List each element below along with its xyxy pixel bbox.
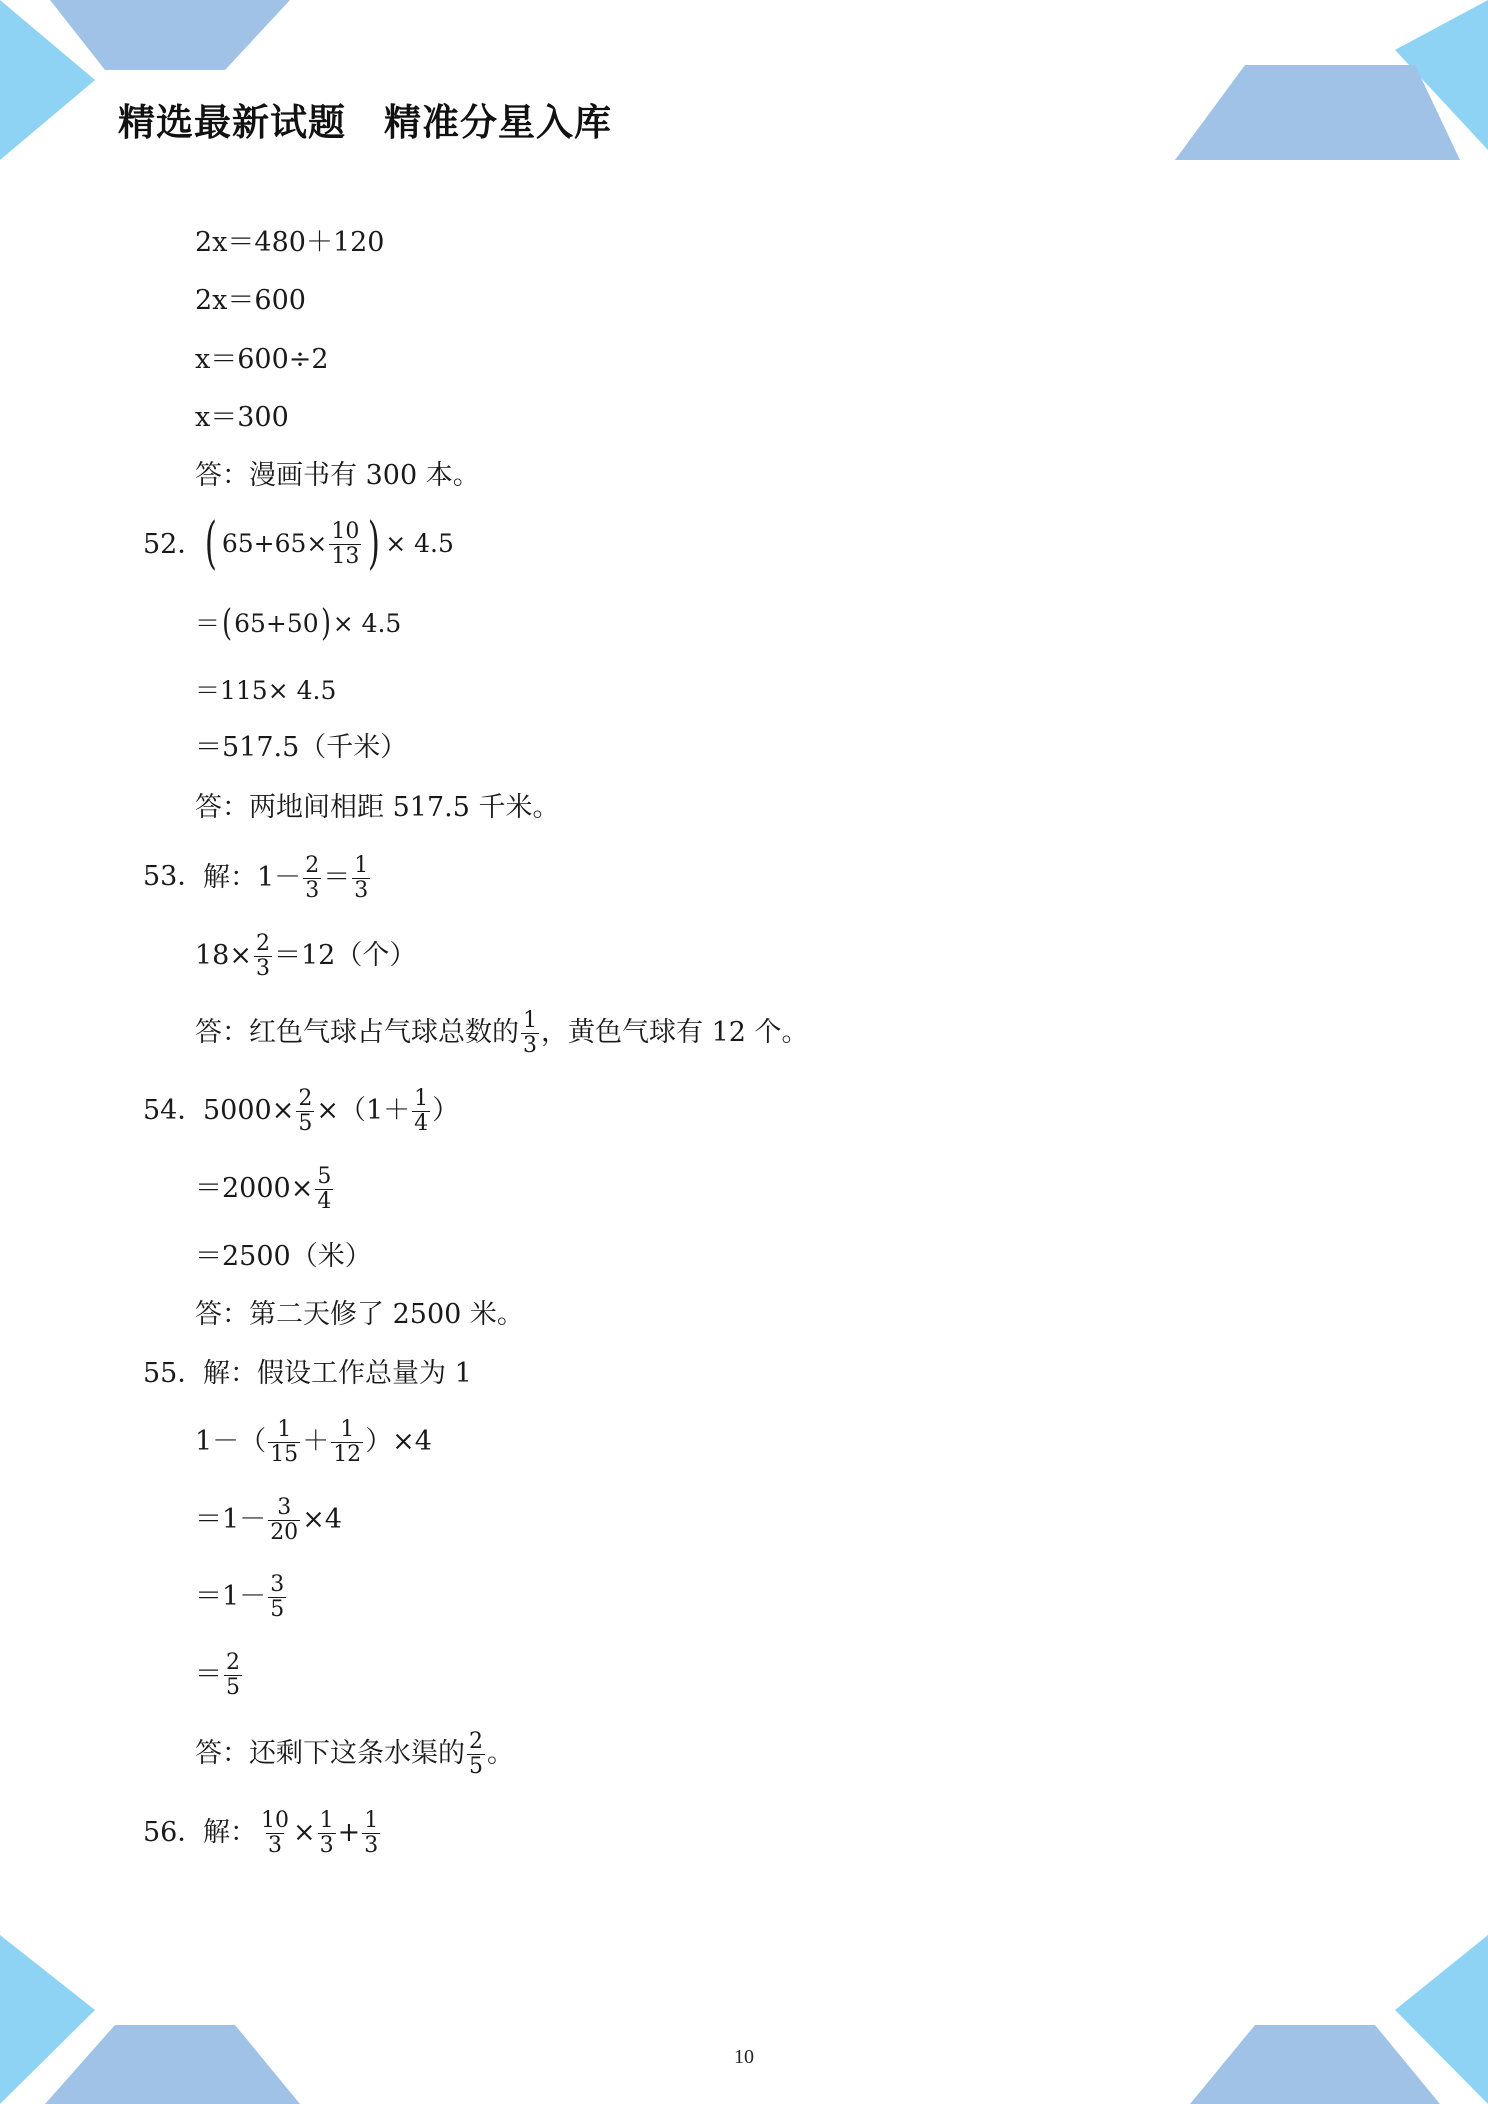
p55-answer: [195, 1724, 514, 1784]
p55-number: 55．: [143, 1358, 205, 1389]
frac-numerator: 1: [414, 1085, 429, 1111]
p54-line1: [203, 1081, 459, 1141]
p56-l1-c: +: [337, 1817, 361, 1848]
p54-number: 54．: [143, 1095, 205, 1126]
frac-numerator: 10: [261, 1807, 289, 1833]
p54-answer: 答：第二天修了 2500 米。: [195, 1299, 524, 1330]
fraction: [224, 1651, 242, 1700]
p53-l1-b: ＝: [323, 862, 351, 893]
fraction: [303, 854, 321, 903]
p51-line2: 2x＝600: [195, 285, 306, 316]
frac-numerator: 2: [305, 852, 320, 878]
frac-numerator: 2: [469, 1728, 483, 1754]
frac-denominator: 12: [333, 1441, 362, 1467]
p52-line2: [195, 603, 402, 644]
p53-l2-b: ＝12（个）: [273, 940, 417, 971]
p55-l2-b: ＋: [302, 1426, 330, 1457]
fraction: [254, 932, 272, 981]
p56-number: 56．: [143, 1817, 205, 1848]
p53-l2-a: 18×: [195, 940, 252, 971]
fraction: [268, 1573, 286, 1622]
fraction: [521, 1009, 539, 1058]
p51-line1: 2x＝480＋120: [195, 227, 385, 258]
p55-l4-a: ＝1－: [195, 1581, 267, 1612]
frac-denominator: 3: [319, 1832, 334, 1858]
p55-line1: 解：假设工作总量为 1: [203, 1358, 472, 1389]
left-paren: (: [204, 511, 217, 576]
top-left-trapezoid: [50, 0, 290, 70]
p51-answer: 答：漫画书有 300 本。: [195, 460, 480, 491]
frac-denominator: 3: [364, 1832, 379, 1858]
p52-expr-part: 65+65×: [221, 529, 328, 558]
frac-numerator: 10: [331, 518, 360, 544]
p54-l1-a: 5000×: [203, 1095, 295, 1126]
frac-denominator: 5: [270, 1596, 285, 1622]
frac-numerator: 1: [319, 1807, 334, 1833]
p56-line1: [203, 1803, 382, 1863]
p51-line4: x＝300: [195, 402, 289, 433]
right-paren: ): [368, 511, 381, 576]
p52-fraction: [329, 520, 361, 569]
right-paren: ): [320, 603, 331, 644]
frac-denominator: 3: [354, 877, 369, 903]
frac-denominator: 15: [270, 1441, 299, 1467]
p55-l3-b: ×4: [302, 1504, 342, 1535]
p55-line2: [195, 1412, 432, 1472]
frac-denominator: 3: [305, 877, 320, 903]
frac-denominator: 5: [226, 1674, 240, 1700]
fraction: [318, 1809, 336, 1858]
header-title: 精选最新试题 精准分星入库: [118, 101, 612, 144]
p54-line3: ＝2500（米）: [195, 1241, 372, 1272]
frac-numerator: 1: [354, 852, 369, 878]
p55-line3: [195, 1490, 342, 1550]
p53-line2: [195, 926, 416, 986]
p55-answer-a: 答：还剩下这条水渠的: [195, 1738, 465, 1769]
p55-l2-c: ）×4: [365, 1426, 432, 1457]
fraction: [331, 1418, 363, 1467]
p53-answer: [195, 1003, 809, 1063]
frac-numerator: 1: [340, 1416, 355, 1442]
frac-denominator: 3: [255, 955, 270, 981]
frac-denominator: 4: [317, 1188, 332, 1214]
frac-numerator: 1: [523, 1007, 537, 1033]
frac-denominator: 5: [469, 1753, 483, 1779]
frac-numerator: 2: [255, 930, 270, 956]
p53-number: 53．: [143, 861, 205, 892]
frac-denominator: 3: [523, 1032, 537, 1058]
fraction: [268, 1418, 300, 1467]
p52-line3: ＝115× 4.5: [195, 676, 337, 705]
eq-sign: ＝: [195, 609, 221, 638]
frac-numerator: 2: [226, 1649, 240, 1675]
p55-answer-b: 。: [487, 1738, 514, 1769]
p51-line3: x＝600÷2: [195, 344, 329, 375]
p52-number: 52．: [143, 529, 205, 560]
frac-numerator: 2: [298, 1085, 313, 1111]
p54-line2: [195, 1159, 335, 1219]
frac-denominator: 13: [331, 543, 360, 569]
p52-expression: [200, 511, 454, 577]
p56-l1-a: 解：: [203, 1817, 257, 1848]
fraction: [467, 1730, 485, 1779]
fraction: [268, 1496, 300, 1545]
fraction: [315, 1165, 333, 1214]
top-right-trapezoid: [1175, 65, 1460, 160]
fraction: [296, 1087, 314, 1136]
fraction: [362, 1809, 380, 1858]
p53-answer-b: ，黄色气球有 12 个。: [541, 1017, 809, 1048]
p52-l2-tail: × 4.5: [332, 609, 402, 638]
p54-l1-b: ×（1＋: [316, 1095, 411, 1126]
p53-answer-a: 答：红色气球占气球总数的: [195, 1017, 519, 1048]
frac-numerator: 1: [364, 1807, 379, 1833]
p52-line4: ＝517.5（千米）: [195, 732, 408, 763]
p55-l3-a: ＝1－: [195, 1504, 267, 1535]
frac-numerator: 5: [317, 1163, 332, 1189]
frac-denominator: 5: [298, 1110, 313, 1136]
p53-l1-a: 解：1－: [203, 862, 302, 893]
frac-numerator: 1: [277, 1416, 292, 1442]
p56-l1-b: ×: [293, 1817, 316, 1848]
fraction: [259, 1809, 291, 1858]
p55-l5-a: ＝: [195, 1659, 222, 1690]
page-number: 10: [734, 2046, 754, 2068]
p54-l2-a: ＝2000×: [195, 1173, 314, 1204]
left-paren: (: [222, 603, 232, 644]
frac-denominator: 3: [268, 1832, 282, 1858]
p55-l2-a: 1－（: [195, 1426, 267, 1457]
p55-line5: [195, 1645, 244, 1705]
p53-line1: [203, 848, 372, 908]
frac-denominator: 4: [414, 1110, 429, 1136]
frac-numerator: 3: [270, 1571, 285, 1597]
p52-answer: 答：两地间相距 517.5 千米。: [195, 792, 560, 823]
p54-l1-c: ）: [432, 1095, 460, 1126]
p52-expr-tail: × 4.5: [385, 529, 454, 558]
frac-numerator: 3: [277, 1494, 292, 1520]
p52-l2-inner: 65+50: [234, 609, 319, 638]
p55-line4: [195, 1567, 288, 1627]
fraction: [352, 854, 370, 903]
fraction: [412, 1087, 430, 1136]
frac-denominator: 20: [270, 1519, 299, 1545]
